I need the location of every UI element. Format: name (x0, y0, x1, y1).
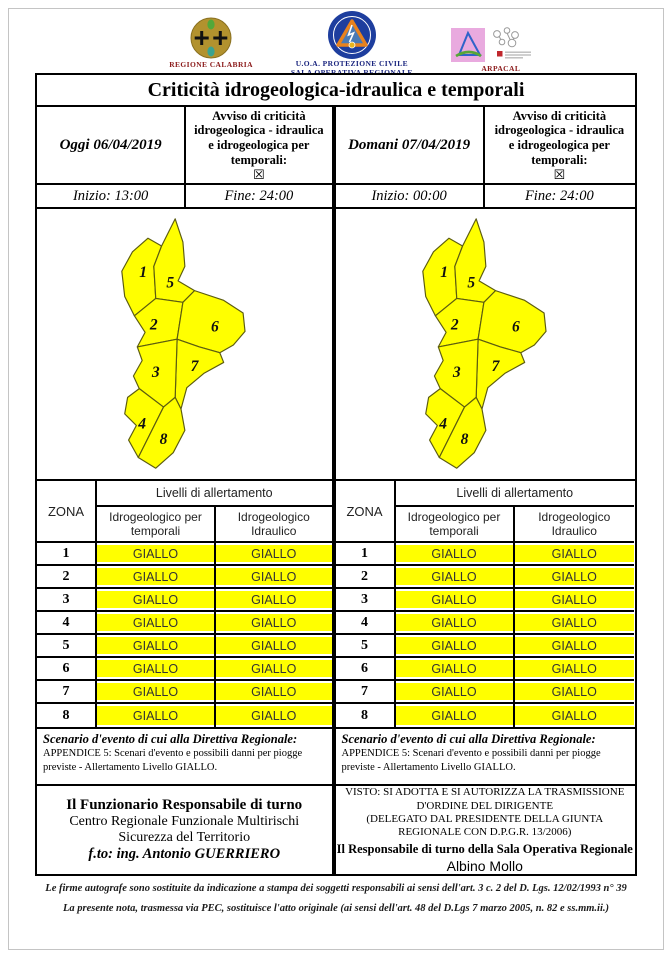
calabria-map-tomorrow (416, 213, 554, 475)
avviso-today-cell (186, 107, 335, 183)
map-today-cell (37, 209, 336, 479)
col-header-idraulico: Idrogeologico Idraulico (515, 507, 635, 543)
date-tomorrow-cell (336, 107, 485, 183)
zone-number-cell: 4 (336, 612, 396, 635)
map-zone-label: 2 (150, 316, 159, 334)
signature-left (37, 786, 336, 874)
alert-level-badge: GIALLO (515, 660, 635, 677)
footer-line-1: Le firme autografe sono sostituite da indicazione a stampa dei soggetti responsabili ai sensi dell'art. 3 c. 2 del D. Lgs. 12/02/1993 n° 39 (45, 883, 627, 894)
date-today-cell (37, 107, 186, 183)
zone-number-cell: 3 (37, 589, 97, 612)
map-zone-label: 5 (467, 274, 476, 292)
map-zone-label: 3 (152, 363, 160, 381)
regione-calabria-emblem-icon (189, 16, 233, 60)
visto-line: D'ORDINE DEL DIRIGENTE (416, 799, 554, 812)
footer-line-2: La presente nota, trasmessa via PEC, sostituisce l'atto originale (ai sensi dell'art. 48 del D.Lgs 7 marzo 2005, n. 82 e ss.mm.ii.) (62, 903, 610, 914)
scenario-text: APPENDICE 5: Scenari d'evento e possibili danni per piogge previste - Allertamento Livello GIALLO. (341, 748, 601, 773)
alert-level-badge: GIALLO (515, 591, 635, 608)
footer-notes (0, 883, 672, 914)
zone-number-cell: 2 (37, 566, 97, 589)
alert-level-badge: GIALLO (396, 614, 513, 631)
alert-level-badge: GIALLO (515, 637, 635, 654)
map-zone-label: 4 (138, 415, 147, 433)
alert-level-badge: GIALLO (216, 637, 332, 654)
alert-level-badge: GIALLO (396, 568, 513, 585)
avviso-tomorrow-checkbox-icon: ☒ (553, 167, 566, 183)
alert-level-cell (515, 612, 635, 635)
alert-level-badge: GIALLO (216, 545, 332, 562)
avviso-tomorrow-label: Avviso di criticità idrogeologica - idraulica e idrogeologica per temporali: (494, 108, 625, 167)
scenario-title: Scenario d'evento di cui alla Direttiva Regionale: (341, 732, 596, 746)
alert-level-cell (97, 543, 216, 566)
zone-number-cell: 1 (37, 543, 97, 566)
alert-level-badge: GIALLO (216, 660, 332, 677)
alert-level-cell (515, 681, 635, 704)
alert-level-badge: GIALLO (515, 683, 635, 700)
alert-level-cell (396, 566, 515, 589)
map-zone-label: 6 (511, 318, 520, 336)
alert-level-cell (515, 543, 635, 566)
maps-row (37, 209, 635, 481)
times-row (37, 185, 635, 209)
calabria-map-today (115, 213, 253, 475)
map-zone-label: 2 (450, 316, 459, 334)
alert-level-cell (515, 704, 635, 727)
alert-level-cell (396, 543, 515, 566)
alert-level-badge: GIALLO (216, 591, 332, 608)
regione-calabria-label: REGIONE CALABRIA (169, 60, 253, 69)
date-tomorrow-label: Domani 07/04/2019 (348, 136, 471, 153)
map-zone-label: 4 (439, 415, 447, 433)
funzionario-org1: Centro Regionale Funzionale Multirischi (69, 814, 300, 829)
alert-level-cell (216, 543, 332, 566)
alert-level-badge: GIALLO (396, 637, 513, 654)
alert-level-badge: GIALLO (515, 706, 635, 725)
zone-number-cell: 6 (336, 658, 396, 681)
col-header-idraulico: Idrogeologico Idraulico (216, 507, 332, 543)
zona-header: ZONA (336, 481, 396, 543)
alert-levels-row (37, 481, 635, 729)
alert-level-cell (216, 612, 332, 635)
livelli-header: Livelli di allertamento (97, 481, 332, 507)
map-zone-label: 8 (460, 430, 469, 448)
alert-level-badge: GIALLO (396, 683, 513, 700)
zone-number-cell: 6 (37, 658, 97, 681)
alert-level-badge: GIALLO (97, 660, 214, 677)
alert-level-badge: GIALLO (97, 614, 214, 631)
scenario-tomorrow (336, 729, 635, 784)
alert-level-badge: GIALLO (216, 568, 332, 585)
alert-level-cell (515, 589, 635, 612)
alert-level-cell (216, 704, 332, 727)
visto-line: VISTO: SI ADOTTA E SI AUTORIZZA LA TRASMISSIONE (345, 786, 625, 799)
alert-level-badge: GIALLO (97, 683, 214, 700)
alert-level-cell (396, 704, 515, 727)
alert-level-badge: GIALLO (515, 568, 635, 585)
arpacal-logo (451, 26, 551, 78)
alert-level-badge: GIALLO (97, 706, 214, 725)
bulletin-table (35, 73, 637, 876)
alert-level-cell (97, 635, 216, 658)
alert-level-badge: GIALLO (216, 683, 332, 700)
responsabile-title: Il Responsabile di turno della Sala Operativa Regionale (336, 841, 633, 856)
zone-number-cell: 2 (336, 566, 396, 589)
zone-number-cell: 5 (37, 635, 97, 658)
alert-level-cell (97, 612, 216, 635)
alert-level-badge: GIALLO (396, 660, 513, 677)
funzionario-title: Il Funzionario Responsabile di turno (66, 797, 303, 813)
fine-today: Fine: 24:00 (186, 185, 335, 207)
scenario-today (37, 729, 336, 784)
zone-number-cell: 7 (37, 681, 97, 704)
map-zone-label: 5 (166, 274, 175, 292)
logo-header (0, 10, 672, 78)
alert-level-cell (97, 589, 216, 612)
alert-level-badge: GIALLO (216, 614, 332, 631)
visto-line: REGIONALE CON D.P.G.R. 13/2006) (398, 826, 572, 839)
alert-level-cell (396, 589, 515, 612)
livelli-header: Livelli di allertamento (396, 481, 635, 507)
alert-level-badge: GIALLO (97, 568, 214, 585)
map-zone-label: 1 (139, 264, 148, 282)
map-zone-label: 1 (440, 264, 448, 282)
scenario-text: APPENDICE 5: Scenari d'evento e possibili danni per piogge previste - Allertamento Livello GIALLO. (43, 748, 303, 773)
alert-level-badge: GIALLO (396, 545, 513, 562)
alert-level-cell (216, 681, 332, 704)
col-header-temporali: Idrogeologico per temporali (396, 507, 515, 543)
alert-level-badge: GIALLO (97, 545, 214, 562)
alert-table-today (37, 481, 336, 727)
col-header-temporali: Idrogeologico per temporali (97, 507, 216, 543)
alert-level-badge: GIALLO (97, 591, 214, 608)
zone-number-cell: 4 (37, 612, 97, 635)
alert-level-badge: GIALLO (515, 614, 635, 631)
zone-number-cell: 5 (336, 635, 396, 658)
alert-level-cell (216, 635, 332, 658)
responsabile-name: Albino Mollo (446, 857, 523, 874)
arpacal-emblem-icon (451, 26, 551, 64)
zone-number-cell: 8 (37, 704, 97, 727)
alert-level-cell (396, 681, 515, 704)
map-zone-label: 3 (452, 363, 461, 381)
map-tomorrow-cell (336, 209, 635, 479)
avviso-today-label: Avviso di criticità idrogeologica - idraulica e idrogeologica per temporali: (194, 108, 324, 167)
avviso-tomorrow-cell (485, 107, 634, 183)
alert-level-badge: GIALLO (396, 706, 513, 725)
alert-level-cell (396, 635, 515, 658)
map-zone-label: 7 (191, 358, 199, 376)
signature-right (336, 786, 635, 874)
alert-level-cell (97, 658, 216, 681)
page-title: Criticità idrogeologica-idraulica e temporali (147, 78, 525, 101)
alert-level-cell (216, 589, 332, 612)
alert-level-cell (515, 635, 635, 658)
scenario-title: Scenario d'evento di cui alla Direttiva Regionale: (43, 732, 298, 746)
alert-level-badge: GIALLO (515, 545, 635, 562)
alert-level-cell (515, 658, 635, 681)
funzionario-name: f.to: ing. Antonio GUERRIERO (88, 846, 281, 862)
map-zone-label: 7 (491, 358, 500, 376)
protezione-civile-line1: U.O.A. PROTEZIONE CIVILE (295, 59, 409, 68)
regione-calabria-logo (169, 16, 253, 69)
dates-row (37, 107, 635, 185)
zone-number-cell: 7 (336, 681, 396, 704)
zone-number-cell: 8 (336, 704, 396, 727)
protezione-civile-logo (291, 10, 413, 77)
alert-level-cell (97, 681, 216, 704)
alert-level-cell (396, 612, 515, 635)
alert-level-cell (216, 566, 332, 589)
scenario-row (37, 729, 635, 786)
map-zone-label: 6 (211, 318, 220, 336)
zone-number-cell: 3 (336, 589, 396, 612)
alert-level-badge: GIALLO (396, 591, 513, 608)
arpacal-label: ARPACAL (481, 64, 521, 73)
visto-line: (DELEGATO DAL PRESIDENTE DELLA GIUNTA (366, 813, 604, 825)
inizio-tomorrow: Inizio: 00:00 (336, 185, 485, 207)
avviso-today-checkbox-icon: ☒ (253, 167, 265, 183)
alert-level-cell (97, 566, 216, 589)
signatures-row (37, 786, 635, 874)
alert-level-badge: GIALLO (97, 637, 214, 654)
date-today-label: Oggi 06/04/2019 (59, 136, 162, 153)
funzionario-org2: Sicurezza del Territorio (118, 830, 251, 845)
alert-level-cell (396, 658, 515, 681)
zone-number-cell: 1 (336, 543, 396, 566)
fine-tomorrow: Fine: 24:00 (524, 187, 594, 204)
alert-level-cell (97, 704, 216, 727)
title-row (37, 75, 635, 107)
alert-table-tomorrow (336, 481, 635, 727)
map-zone-label: 8 (159, 430, 168, 448)
alert-level-cell (216, 658, 332, 681)
alert-level-cell (515, 566, 635, 589)
zona-header: ZONA (37, 481, 97, 543)
protezione-civile-emblem-icon (327, 10, 377, 60)
alert-level-badge: GIALLO (216, 706, 332, 725)
inizio-today: Inizio: 13:00 (37, 185, 186, 207)
